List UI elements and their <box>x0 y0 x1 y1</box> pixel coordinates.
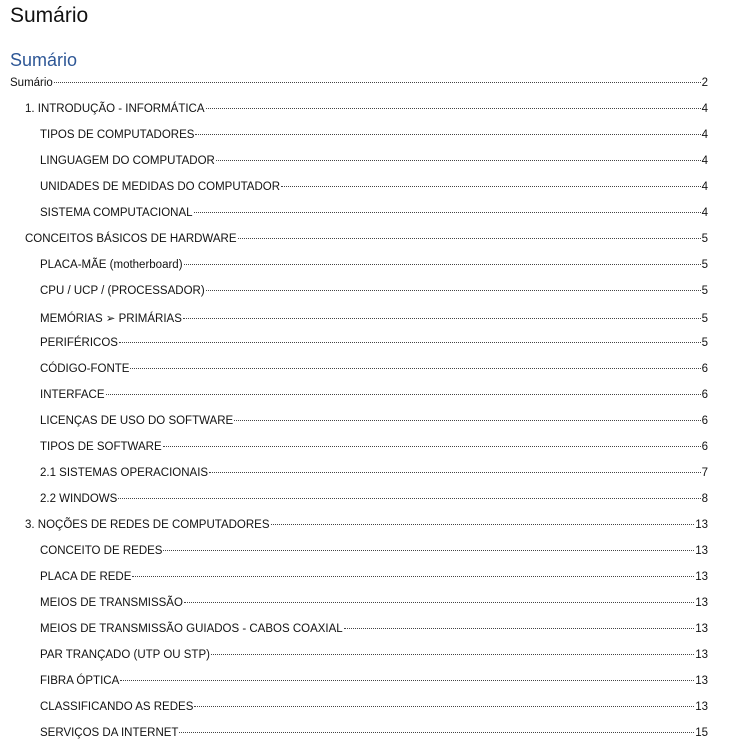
toc-entry[interactable] <box>0 233 736 245</box>
toc-entry[interactable] <box>0 519 736 531</box>
toc-entry[interactable] <box>0 155 736 167</box>
toc-entry[interactable] <box>0 389 736 401</box>
toc-dot-leader <box>271 523 695 525</box>
toc-entry-page-number: 6 <box>701 363 708 375</box>
toc-entry-page-number: 13 <box>695 545 708 557</box>
toc-entry-label: TIPOS DE COMPUTADORES <box>40 129 195 141</box>
toc-dot-leader <box>163 445 701 447</box>
toc-entry[interactable] <box>0 675 736 687</box>
toc-dot-leader <box>344 627 695 629</box>
toc-entry-label: INTERFACE <box>40 389 105 401</box>
toc-entry-label: MEMÓRIAS ➢ PRIMÁRIAS <box>40 313 182 325</box>
toc-entry[interactable] <box>0 311 736 325</box>
toc-entry-label: 3. NOÇÕES DE REDES DE COMPUTADORES <box>25 519 270 531</box>
toc-entry[interactable] <box>0 103 736 115</box>
toc-entry-label: MEIOS DE TRANSMISSÃO GUIADOS - CABOS COAXIAL <box>40 623 343 635</box>
toc-entry-label: MEIOS DE TRANSMISSÃO <box>40 597 183 609</box>
toc-dot-leader <box>106 393 701 395</box>
toc-entry[interactable] <box>0 441 736 453</box>
toc-entry-label: PLACA DE REDE <box>40 571 132 583</box>
toc-entry-page-number: 5 <box>701 259 708 271</box>
toc-entry[interactable] <box>0 597 736 609</box>
toc-entry-page-number: 2 <box>701 77 708 89</box>
toc-entry-page-number: 4 <box>701 129 708 141</box>
toc-entry-label: PAR TRANÇADO (UTP OU STP) <box>40 649 210 661</box>
toc-entry-label: SISTEMA COMPUTACIONAL <box>40 207 193 219</box>
toc-entry-page-number: 4 <box>701 181 708 193</box>
toc-entry-label: CONCEITO DE REDES <box>40 545 163 557</box>
toc-entry[interactable] <box>0 623 736 635</box>
toc-dot-leader <box>184 601 694 603</box>
toc-entry[interactable] <box>0 207 736 219</box>
toc-entry[interactable] <box>0 415 736 427</box>
toc-entry-label: 1. INTRODUÇÃO - INFORMÁTICA <box>25 103 205 115</box>
toc-dot-leader <box>130 367 700 369</box>
toc-entry-page-number: 5 <box>701 233 708 245</box>
toc-entry-label: PERIFÉRICOS <box>40 337 118 349</box>
toc-dot-leader <box>211 653 694 655</box>
toc-entry-page-number: 8 <box>701 493 708 505</box>
toc-entry-label: CLASSIFICANDO AS REDES <box>40 701 194 713</box>
toc-entry[interactable] <box>0 649 736 661</box>
toc-entry[interactable] <box>0 285 736 297</box>
toc-entry-label: UNIDADES DE MEDIDAS DO COMPUTADOR <box>40 181 281 193</box>
toc-entry-page-number: 5 <box>701 313 708 325</box>
toc-entry-label: FIBRA ÓPTICA <box>40 675 120 687</box>
toc-entry-page-number: 6 <box>701 441 708 453</box>
toc-entry-page-number: 13 <box>695 675 708 687</box>
toc-entry-page-number: 6 <box>701 389 708 401</box>
toc-entry-label: PLACA-MÃE (motherboard) <box>40 259 183 271</box>
toc-dot-leader <box>206 289 701 291</box>
toc-entry[interactable] <box>0 363 736 375</box>
toc-entry-label: LICENÇAS DE USO DO SOFTWARE <box>40 415 234 427</box>
toc-entry-page-number: 13 <box>695 701 708 713</box>
toc-entry-label: LINGUAGEM DO COMPUTADOR <box>40 155 215 167</box>
toc-entry[interactable] <box>0 701 736 713</box>
toc-entry-page-number: 5 <box>701 285 708 297</box>
toc-heading: Sumário <box>10 50 78 70</box>
toc-dot-leader <box>238 237 701 239</box>
toc-entry-label: CONCEITOS BÁSICOS DE HARDWARE <box>25 233 237 245</box>
toc-entry[interactable] <box>0 545 736 557</box>
toc-dot-leader <box>179 731 694 733</box>
toc-entry-label: CPU / UCP / (PROCESSADOR) <box>40 285 205 297</box>
toc-entry-page-number: 6 <box>701 415 708 427</box>
toc-dot-leader <box>216 159 701 161</box>
toc-dot-leader <box>195 133 700 135</box>
toc-dot-leader <box>206 107 701 109</box>
toc-dot-leader <box>54 81 701 83</box>
toc-entry-page-number: 7 <box>701 467 708 479</box>
toc-entry-page-number: 13 <box>695 649 708 661</box>
toc-entry[interactable] <box>0 337 736 349</box>
toc-entry-page-number: 4 <box>701 207 708 219</box>
toc-entry[interactable] <box>0 129 736 141</box>
toc-entry-label: TIPOS DE SOFTWARE <box>40 441 162 453</box>
toc-entry-page-number: 15 <box>695 727 708 739</box>
toc-entry-label: 2.2 WINDOWS <box>40 493 118 505</box>
toc-entry[interactable] <box>0 727 736 739</box>
toc-entry-page-number: 5 <box>701 337 708 349</box>
toc-dot-leader <box>183 317 701 319</box>
toc-dot-leader <box>184 263 701 265</box>
toc-entry-page-number: 13 <box>695 623 708 635</box>
toc-dot-leader <box>234 419 700 421</box>
toc-entry-label: SERVIÇOS DA INTERNET <box>40 727 179 739</box>
toc-entry[interactable] <box>0 181 736 193</box>
toc-entry-label: CÓDIGO-FONTE <box>40 363 130 375</box>
toc-dot-leader <box>120 679 694 681</box>
toc-entry[interactable] <box>0 467 736 479</box>
toc-dot-leader <box>119 341 701 343</box>
toc-entry-page-number: 13 <box>695 597 708 609</box>
toc-dot-leader <box>194 705 694 707</box>
page-title: Sumário <box>10 4 89 27</box>
toc-dot-leader <box>209 471 701 473</box>
toc-entry-label: Sumário <box>10 77 53 89</box>
toc-dot-leader <box>281 185 701 187</box>
toc-entry-page-number: 4 <box>701 103 708 115</box>
toc-entry[interactable] <box>0 493 736 505</box>
toc-entry-page-number: 13 <box>695 519 708 531</box>
toc-dot-leader <box>163 549 694 551</box>
toc-entry[interactable] <box>0 77 736 89</box>
toc-entry-page-number: 4 <box>701 155 708 167</box>
toc-entry-page-number: 13 <box>695 571 708 583</box>
toc-entry-label: 2.1 SISTEMAS OPERACIONAIS <box>40 467 209 479</box>
toc-dot-leader <box>132 575 694 577</box>
toc-dot-leader <box>194 211 701 213</box>
toc-dot-leader <box>118 497 700 499</box>
toc-entry[interactable] <box>0 259 736 271</box>
toc-entry[interactable] <box>0 571 736 583</box>
